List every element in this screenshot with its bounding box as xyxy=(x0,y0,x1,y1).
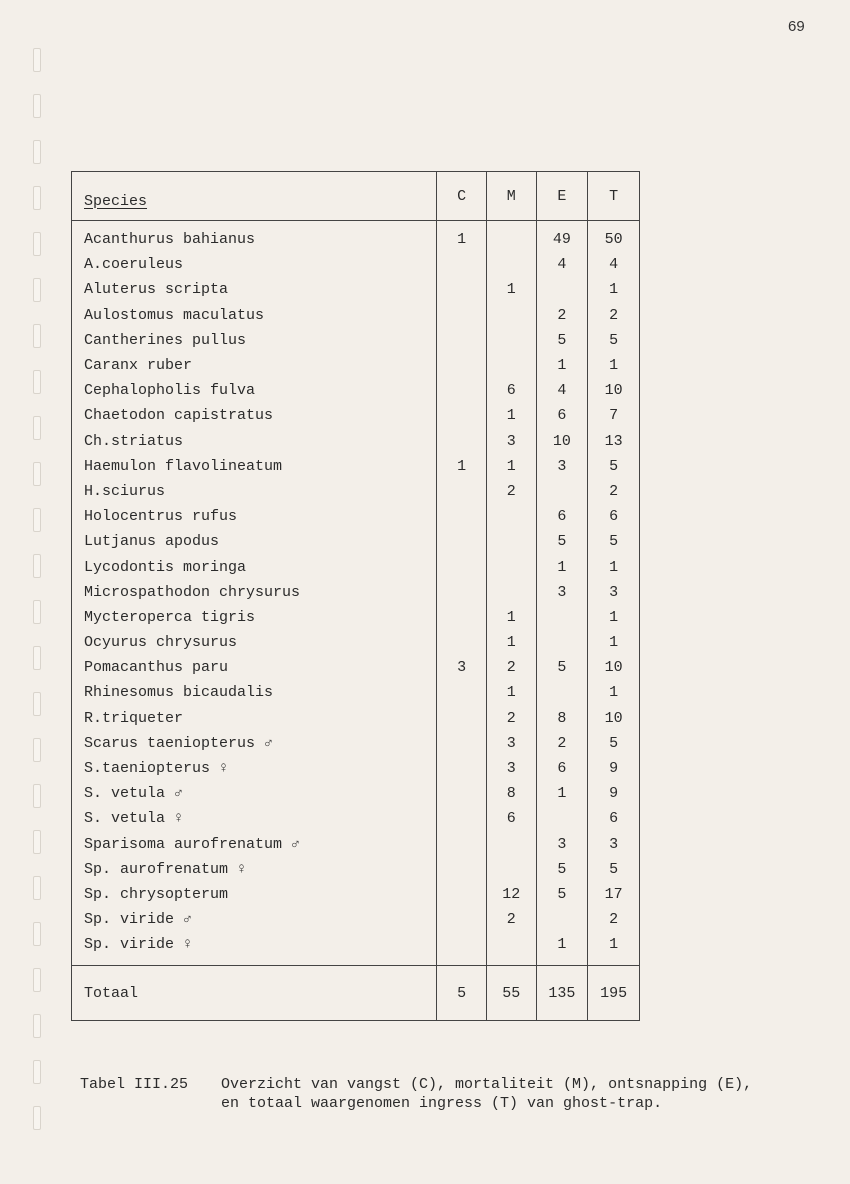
value-e: 1 xyxy=(536,781,588,806)
value-t: 10 xyxy=(588,706,640,731)
value-c xyxy=(437,756,487,781)
table-row xyxy=(72,882,640,907)
value-m xyxy=(486,857,536,882)
table-row xyxy=(72,655,640,680)
binding-hole xyxy=(33,278,41,302)
value-t: 1 xyxy=(588,680,640,705)
species-name: Sp. chrysopterum xyxy=(72,882,437,907)
value-m: 8 xyxy=(486,781,536,806)
binding-hole xyxy=(33,94,41,118)
value-e: 1 xyxy=(536,353,588,378)
table-row xyxy=(72,680,640,705)
value-c xyxy=(437,378,487,403)
value-c xyxy=(437,429,487,454)
value-c xyxy=(437,882,487,907)
value-m: 1 xyxy=(486,403,536,428)
binding-holes xyxy=(33,48,41,1158)
table-row xyxy=(72,328,640,353)
value-e: 6 xyxy=(536,756,588,781)
species-name: Sp. viride ♂ xyxy=(72,907,437,932)
value-c xyxy=(437,605,487,630)
value-t: 5 xyxy=(588,857,640,882)
value-m xyxy=(486,554,536,579)
binding-hole xyxy=(33,508,41,532)
binding-hole xyxy=(33,692,41,716)
binding-hole xyxy=(33,186,41,210)
species-name: Aulostomus maculatus xyxy=(72,303,437,328)
table-row xyxy=(72,781,640,806)
table-row xyxy=(72,454,640,479)
value-m xyxy=(486,303,536,328)
header-c: C xyxy=(437,172,487,221)
table-row xyxy=(72,857,640,882)
value-c xyxy=(437,580,487,605)
value-t: 3 xyxy=(588,580,640,605)
value-e: 1 xyxy=(536,932,588,966)
value-t: 6 xyxy=(588,504,640,529)
table-row xyxy=(72,907,640,932)
value-t: 1 xyxy=(588,605,640,630)
total-row xyxy=(72,966,640,1021)
value-e: 5 xyxy=(536,529,588,554)
value-m: 1 xyxy=(486,680,536,705)
value-e xyxy=(536,806,588,831)
value-m: 3 xyxy=(486,756,536,781)
value-e: 2 xyxy=(536,731,588,756)
species-name: Caranx ruber xyxy=(72,353,437,378)
value-m: 2 xyxy=(486,907,536,932)
value-t: 50 xyxy=(588,221,640,253)
value-t: 2 xyxy=(588,907,640,932)
value-m: 2 xyxy=(486,655,536,680)
species-name: Holocentrus rufus xyxy=(72,504,437,529)
value-e: 5 xyxy=(536,328,588,353)
binding-hole xyxy=(33,370,41,394)
species-name: Ch.striatus xyxy=(72,429,437,454)
species-name: Cephalopholis fulva xyxy=(72,378,437,403)
value-m: 1 xyxy=(486,454,536,479)
binding-hole xyxy=(33,416,41,440)
binding-hole xyxy=(33,462,41,486)
table-row xyxy=(72,353,640,378)
value-t: 5 xyxy=(588,328,640,353)
value-m xyxy=(486,529,536,554)
species-name: Lycodontis moringa xyxy=(72,554,437,579)
value-m: 1 xyxy=(486,605,536,630)
table-row xyxy=(72,706,640,731)
binding-hole xyxy=(33,140,41,164)
value-t: 17 xyxy=(588,882,640,907)
value-t: 5 xyxy=(588,731,640,756)
value-c: 1 xyxy=(437,221,487,253)
caption-line-2: en totaal waargenomen ingress (T) van ghost-trap. xyxy=(221,1095,663,1112)
species-name: Haemulon flavolineatum xyxy=(72,454,437,479)
binding-hole xyxy=(33,600,41,624)
value-t: 9 xyxy=(588,781,640,806)
species-name: Sp. aurofrenatum ♀ xyxy=(72,857,437,882)
binding-hole xyxy=(33,48,41,72)
value-e: 5 xyxy=(536,655,588,680)
value-t: 2 xyxy=(588,303,640,328)
value-e xyxy=(536,605,588,630)
value-t: 5 xyxy=(588,529,640,554)
table-row xyxy=(72,605,640,630)
species-name: S.taeniopterus ♀ xyxy=(72,756,437,781)
species-name: S. vetula ♂ xyxy=(72,781,437,806)
table-header-row xyxy=(72,172,640,221)
value-c xyxy=(437,907,487,932)
value-c xyxy=(437,806,487,831)
value-t: 1 xyxy=(588,277,640,302)
table-row xyxy=(72,932,640,966)
table-row xyxy=(72,479,640,504)
value-t: 9 xyxy=(588,756,640,781)
value-e: 2 xyxy=(536,303,588,328)
page-number: 69 xyxy=(788,18,805,35)
value-c xyxy=(437,479,487,504)
value-t: 3 xyxy=(588,832,640,857)
value-c xyxy=(437,706,487,731)
table-row xyxy=(72,504,640,529)
value-c xyxy=(437,403,487,428)
value-t: 4 xyxy=(588,252,640,277)
caption-line-1: Overzicht van vangst (C), mortaliteit (M), ontsnapping (E), xyxy=(221,1076,753,1093)
table-row xyxy=(72,403,640,428)
header-t: T xyxy=(588,172,640,221)
value-c xyxy=(437,630,487,655)
binding-hole xyxy=(33,1060,41,1084)
binding-hole xyxy=(33,554,41,578)
header-species: Species xyxy=(72,172,437,221)
value-c xyxy=(437,832,487,857)
species-table xyxy=(71,171,640,1021)
species-name: Ocyurus chrysurus xyxy=(72,630,437,655)
binding-hole xyxy=(33,830,41,854)
table-row xyxy=(72,529,640,554)
value-m xyxy=(486,832,536,857)
species-name: Mycteroperca tigris xyxy=(72,605,437,630)
value-t: 1 xyxy=(588,630,640,655)
value-e: 49 xyxy=(536,221,588,253)
value-t: 10 xyxy=(588,655,640,680)
value-m: 3 xyxy=(486,731,536,756)
value-c xyxy=(437,328,487,353)
table-row xyxy=(72,806,640,831)
value-e xyxy=(536,680,588,705)
table-row xyxy=(72,554,640,579)
species-name: A.coeruleus xyxy=(72,252,437,277)
value-c xyxy=(437,303,487,328)
value-t: 1 xyxy=(588,932,640,966)
value-c xyxy=(437,529,487,554)
value-c xyxy=(437,731,487,756)
table-row xyxy=(72,630,640,655)
value-e: 10 xyxy=(536,429,588,454)
value-t: 1 xyxy=(588,353,640,378)
table-row xyxy=(72,277,640,302)
species-name: R.triqueter xyxy=(72,706,437,731)
binding-hole xyxy=(33,784,41,808)
value-e: 8 xyxy=(536,706,588,731)
table-row xyxy=(72,731,640,756)
value-t: 1 xyxy=(588,554,640,579)
value-c xyxy=(437,680,487,705)
value-m xyxy=(486,221,536,253)
value-e xyxy=(536,277,588,302)
value-m xyxy=(486,353,536,378)
binding-hole xyxy=(33,232,41,256)
value-e: 4 xyxy=(536,252,588,277)
value-e xyxy=(536,630,588,655)
value-m: 1 xyxy=(486,630,536,655)
table-row xyxy=(72,252,640,277)
value-m xyxy=(486,580,536,605)
value-e: 3 xyxy=(536,454,588,479)
species-name: Cantherines pullus xyxy=(72,328,437,353)
binding-hole xyxy=(33,922,41,946)
species-name: Chaetodon capistratus xyxy=(72,403,437,428)
value-t: 13 xyxy=(588,429,640,454)
value-e: 5 xyxy=(536,882,588,907)
binding-hole xyxy=(33,876,41,900)
species-name: Microspathodon chrysurus xyxy=(72,580,437,605)
value-c xyxy=(437,781,487,806)
species-name: S. vetula ♀ xyxy=(72,806,437,831)
value-e: 5 xyxy=(536,857,588,882)
table-caption xyxy=(80,1075,752,1113)
table-row xyxy=(72,378,640,403)
value-m xyxy=(486,252,536,277)
species-name: Rhinesomus bicaudalis xyxy=(72,680,437,705)
binding-hole xyxy=(33,1014,41,1038)
value-m: 3 xyxy=(486,429,536,454)
value-m: 6 xyxy=(486,378,536,403)
table-row xyxy=(72,832,640,857)
value-m: 1 xyxy=(486,277,536,302)
species-name: H.sciurus xyxy=(72,479,437,504)
value-t: 7 xyxy=(588,403,640,428)
table-row xyxy=(72,429,640,454)
value-m: 2 xyxy=(486,479,536,504)
value-c: 3 xyxy=(437,655,487,680)
value-t: 6 xyxy=(588,806,640,831)
value-c xyxy=(437,353,487,378)
header-e: E xyxy=(536,172,588,221)
value-m: 12 xyxy=(486,882,536,907)
species-name: Pomacanthus paru xyxy=(72,655,437,680)
value-e: 1 xyxy=(536,554,588,579)
value-e: 3 xyxy=(536,832,588,857)
table-row xyxy=(72,221,640,253)
species-name: Sparisoma aurofrenatum ♂ xyxy=(72,832,437,857)
total-c: 5 xyxy=(437,966,487,1021)
value-t: 2 xyxy=(588,479,640,504)
value-c: 1 xyxy=(437,454,487,479)
value-m: 2 xyxy=(486,706,536,731)
value-e xyxy=(536,907,588,932)
total-m: 55 xyxy=(486,966,536,1021)
binding-hole xyxy=(33,968,41,992)
value-c xyxy=(437,504,487,529)
header-m: M xyxy=(486,172,536,221)
binding-hole xyxy=(33,646,41,670)
binding-hole xyxy=(33,1106,41,1130)
table-row xyxy=(72,303,640,328)
species-name: Sp. viride ♀ xyxy=(72,932,437,966)
value-m: 6 xyxy=(486,806,536,831)
value-t: 10 xyxy=(588,378,640,403)
value-m xyxy=(486,504,536,529)
value-e: 6 xyxy=(536,504,588,529)
value-e: 3 xyxy=(536,580,588,605)
total-t: 195 xyxy=(588,966,640,1021)
value-m xyxy=(486,932,536,966)
value-m xyxy=(486,328,536,353)
species-name: Lutjanus apodus xyxy=(72,529,437,554)
species-name: Acanthurus bahianus xyxy=(72,221,437,253)
value-c xyxy=(437,932,487,966)
value-c xyxy=(437,277,487,302)
total-e: 135 xyxy=(536,966,588,1021)
table-row xyxy=(72,580,640,605)
value-c xyxy=(437,857,487,882)
value-t: 5 xyxy=(588,454,640,479)
caption-label: Tabel III.25 xyxy=(80,1076,189,1093)
value-e: 4 xyxy=(536,378,588,403)
value-e xyxy=(536,479,588,504)
value-e: 6 xyxy=(536,403,588,428)
species-name: Scarus taeniopterus ♂ xyxy=(72,731,437,756)
binding-hole xyxy=(33,738,41,762)
binding-hole xyxy=(33,324,41,348)
value-c xyxy=(437,554,487,579)
total-label: Totaal xyxy=(72,966,437,1021)
value-c xyxy=(437,252,487,277)
species-name: Aluterus scripta xyxy=(72,277,437,302)
table-row xyxy=(72,756,640,781)
